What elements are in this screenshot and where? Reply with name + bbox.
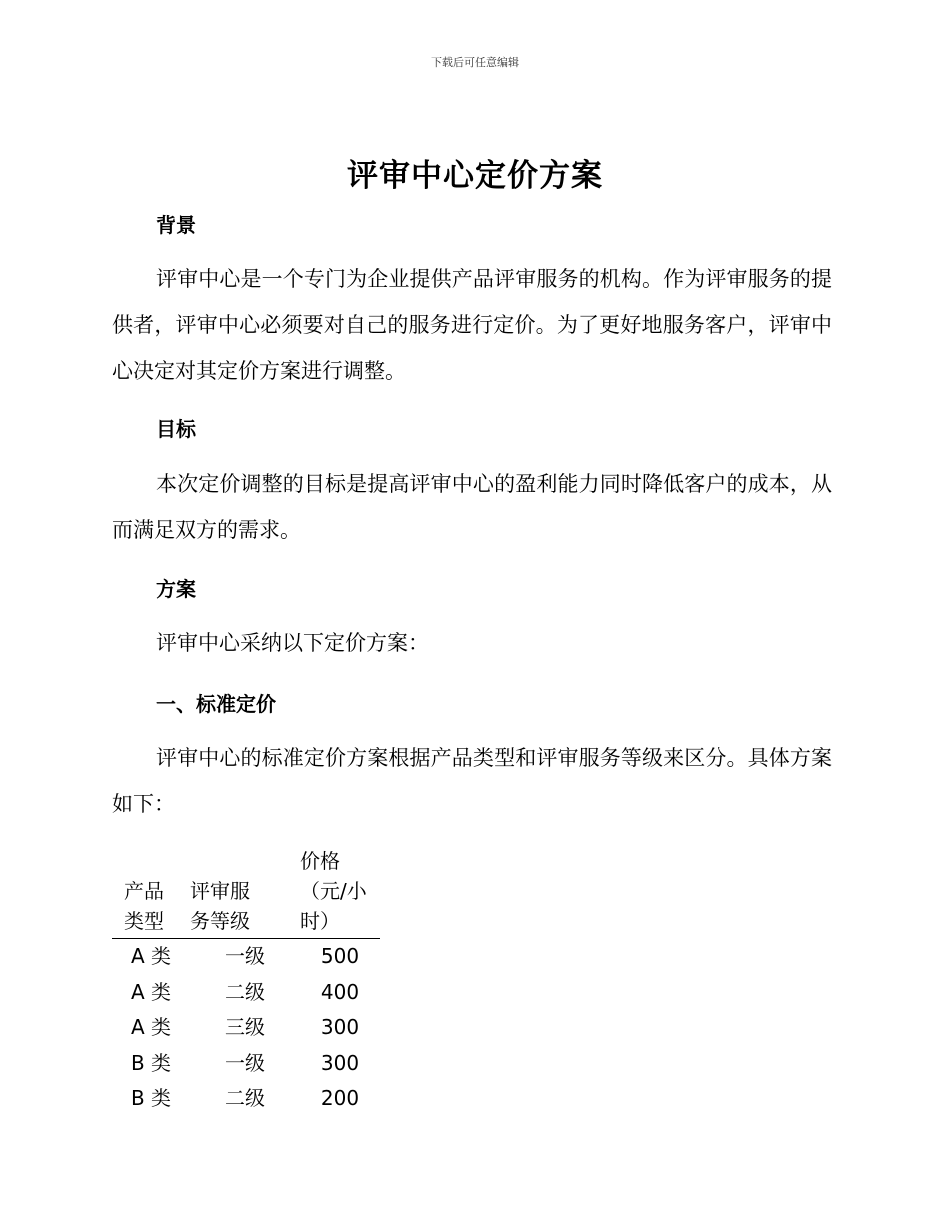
header-service-level <box>190 846 300 939</box>
cell-price: 400 <box>320 979 360 1004</box>
paragraph-background: 评审中心是一个专门为企业提供产品评审服务的机构。作为评审服务的提供者，评审中心必须要对自己的服务进行定价。为了更好地服务客户，评审中心决定对其定价方案进行调整。 <box>112 267 832 383</box>
cell-price: 500 <box>320 944 360 968</box>
table-row <box>112 1046 380 1082</box>
cell-product-type: A 类 <box>130 944 172 968</box>
paragraph-standard-pricing: 评审中心的标准定价方案根据产品类型和评审服务等级来区分。具体方案如下： <box>112 746 832 816</box>
cell-service-level: 一级 <box>225 1050 265 1075</box>
table-header-row <box>112 846 380 939</box>
pricing-table <box>112 846 380 1117</box>
cell-service-level: 三级 <box>225 1015 265 1039</box>
cell-product-type: A 类 <box>130 979 172 1004</box>
cell-service-level: 一级 <box>225 944 265 968</box>
heading-standard-pricing: 一、标准定价 <box>156 692 276 716</box>
heading-plan: 方案 <box>156 577 196 601</box>
cell-service-level: 二级 <box>225 1086 265 1110</box>
header-product-type-line2: 类型 <box>124 909 164 933</box>
table-row <box>112 1010 380 1046</box>
cell-product-type: B 类 <box>130 1050 172 1075</box>
paragraph-plan: 评审中心采纳以下定价方案： <box>156 631 429 655</box>
header-service-level-line2: 务等级 <box>190 909 250 933</box>
header-service-level-line1: 评审服 <box>190 879 250 903</box>
cell-product-type: A 类 <box>130 1015 172 1039</box>
header-price-line1: 价格 <box>300 849 340 873</box>
header-price <box>300 846 380 939</box>
header-note: 下载后可任意编辑 <box>431 56 519 69</box>
table-row <box>112 1081 380 1117</box>
header-price-line2: （元/小 <box>300 879 367 903</box>
header-price-line3: 时） <box>300 909 340 933</box>
header-product-type-line1: 产品 <box>124 879 164 903</box>
header-product-type <box>112 846 190 939</box>
heading-background: 背景 <box>156 213 196 237</box>
paragraph-goal: 本次定价调整的目标是提高评审中心的盈利能力同时降低客户的成本，从而满足双方的需求。 <box>112 472 832 542</box>
cell-service-level: 二级 <box>225 979 265 1004</box>
heading-goal: 目标 <box>156 417 196 441</box>
cell-product-type: B 类 <box>130 1086 172 1110</box>
cell-price: 300 <box>320 1050 360 1075</box>
cell-price: 300 <box>320 1015 360 1039</box>
document-title: 评审中心定价方案 <box>347 158 603 194</box>
table-row <box>112 939 380 975</box>
table-row <box>112 975 380 1011</box>
cell-price: 200 <box>320 1086 360 1110</box>
